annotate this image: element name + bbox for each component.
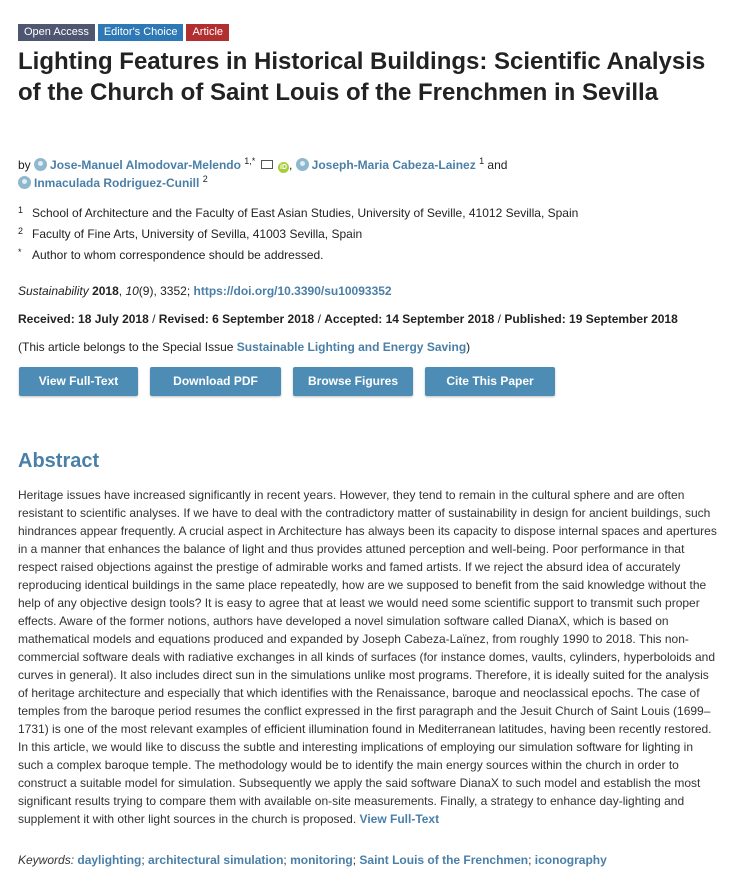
author-profile-icon[interactable]	[34, 158, 47, 171]
accepted-label: Accepted:	[324, 312, 383, 326]
special-issue-prefix: (This article belongs to the Special Issue	[18, 340, 234, 354]
author-link-almodovar[interactable]: Jose-Manuel Almodovar-Melendo	[50, 158, 241, 172]
author-link-cabeza[interactable]: Joseph-Maria Cabeza-Lainez	[311, 158, 476, 172]
orcid-icon[interactable]: iD	[280, 164, 287, 171]
keywords-line: Keywords: daylighting; architectural simulation; monitoring; Saint Louis of the Frenchmen; iconography	[18, 853, 607, 867]
article-title: Lighting Features in Historical Buildings: Scientific Analysis of the Church of Saint Louis of the Frenchmen in Sevilla	[18, 48, 706, 106]
accepted-date: 14 September 2018	[385, 312, 495, 326]
keyword-link[interactable]: Saint Louis of the Frenchmen	[359, 853, 529, 867]
author-affiliation-sup: 1	[479, 156, 485, 166]
action-buttons	[19, 367, 555, 396]
affiliation-text: School of Architecture and the Faculty of East Asian Studies, University of Seville, 41012 Sevilla, Spain	[32, 206, 579, 220]
keyword-link[interactable]: architectural simulation	[148, 853, 284, 867]
affiliation-item	[18, 246, 718, 267]
badge-row	[18, 24, 229, 41]
author-affiliation-sup: 2	[202, 174, 208, 184]
publication-dates: Received: 18 July 2018 / Revised: 6 September 2018 / Accepted: 14 September 2018 / Published: 19 September 2018	[18, 312, 678, 326]
revised-date: 6 September 2018	[212, 312, 315, 326]
affiliation-text: Faculty of Fine Arts, University of Sevilla, 41003 Sevilla, Spain	[32, 227, 363, 241]
open-access-badge[interactable]: Open Access	[18, 24, 95, 41]
affiliations	[18, 204, 718, 267]
email-icon[interactable]	[261, 160, 273, 169]
received-date: 18 July 2018	[78, 312, 149, 326]
editors-choice-badge[interactable]: Editor's Choice	[98, 24, 184, 41]
doi-link[interactable]: https://doi.org/10.3390/su10093352	[193, 284, 392, 298]
keyword-link[interactable]: daylighting	[77, 853, 142, 867]
and-label: and	[487, 158, 508, 172]
author-profile-icon[interactable]	[296, 158, 309, 171]
by-label: by	[18, 158, 31, 172]
download-pdf-button[interactable]: Download PDF	[150, 367, 281, 396]
citation-issue-pages: (9), 3352;	[138, 284, 191, 298]
keyword-link[interactable]: monitoring	[290, 853, 353, 867]
citation-line: Sustainability 2018, 10(9), 3352; https://doi.org/10.3390/su10093352	[18, 284, 392, 298]
keywords-label: Keywords:	[18, 853, 75, 867]
published-date: 19 September 2018	[569, 312, 678, 326]
special-issue-note	[18, 339, 470, 355]
journal-name: Sustainability	[18, 284, 89, 298]
abstract-text: Heritage issues have increased significantly in recent years. However, they tend to remain in the cultural sphere and are often resistant to scientific analyses. If we have to deal with the contradictory matter of sustainability in design for ancient buildings, such hindrances appear frequently. A crucial aspect in Architecture has always been its capacity to dispose internal spaces and apertures in a manner that enhances the balance of light and thus provides attuned perception and well-being. Poor performance in that respect raised objections against the prestige of admirable works and famed artists. If we reject the absurd idea of accurately reproducing identical buildings in the same place repeatedly, how are we supposed to benefit from the said knowledge without the help of any objective design tools? It is easy to agree that at least we would need some scientific support to transmit such proper effects. Aware of the former notions, authors have developed a novel simulation software called DianaX, which is based on mathematical models and equations produced and expanded by Joseph Cabeza-Laïnez, from roughly 1990 to 2018. This non-commercial software deals with radiative exchanges in all kinds of surfaces (for instance domes, vaults, cylinders, hyperboloids and curves in general). It also includes direct sun in the simulations unlike most programs. Therefore, it is ideally suited for the analysis of heritage architecture and especially that which identifies with the Renaissance, baroque and neoclassical epochs. The case of temples from the baroque period resumes the conflict expressed in the first paragraph and the Jesuit Church of Saint Louis (1699–1731) is one of the most relevant examples of efficient illumination found in Mediterranean latitudes, having been recently restored. In this article, we would like to discuss the subtle and interesting implications of employing our simulation software for lighting in such a complex baroque temple. The methodology would be to identify the main energy sources within the church in order to construct a suitable model for simulation. Subsequently we apply the said software DianaX to such model and establish the most significant results trying to compare them with available on-site measurements. Finally, a strategy to enhance day-lighting and supplement it with other light sources in the church is proposed.	[18, 488, 717, 826]
author-affiliation-sup: 1,*	[244, 156, 256, 166]
abstract-body	[18, 486, 718, 828]
citation-year: 2018	[92, 284, 119, 298]
affiliation-marker: 1	[18, 205, 24, 215]
article-type-badge: Article	[186, 24, 229, 41]
published-label: Published:	[504, 312, 566, 326]
author-profile-icon[interactable]	[18, 176, 31, 189]
author-link-rodriguez[interactable]: Inmaculada Rodriguez-Cunill	[34, 176, 200, 190]
affiliation-item	[18, 225, 718, 246]
received-label: Received:	[18, 312, 75, 326]
author-list: by Jose-Manuel Almodovar-Melendo $^{1,*}$ iD , Joseph-Maria Cabeza-Lainez $^1$ and Inmaculada Rodriguez-Cunill $^2$	[18, 156, 508, 190]
affiliation-marker: *	[18, 247, 22, 257]
special-issue-link[interactable]: Sustainable Lighting and Energy Saving	[236, 340, 467, 354]
abstract-full-text-link[interactable]: View Full-Text	[359, 812, 440, 826]
revised-label: Revised:	[158, 312, 209, 326]
affiliation-marker: 2	[18, 226, 24, 236]
keyword-link[interactable]: iconography	[534, 853, 607, 867]
view-full-text-button[interactable]: View Full-Text	[19, 367, 138, 396]
citation-volume: 10	[125, 284, 139, 298]
affiliation-item	[18, 204, 718, 225]
abstract-heading: Abstract	[18, 450, 100, 472]
special-issue-suffix: )	[466, 340, 471, 354]
cite-paper-button[interactable]: Cite This Paper	[425, 367, 555, 396]
browse-figures-button[interactable]: Browse Figures	[293, 367, 413, 396]
affiliation-text: Author to whom correspondence should be addressed.	[32, 248, 324, 262]
